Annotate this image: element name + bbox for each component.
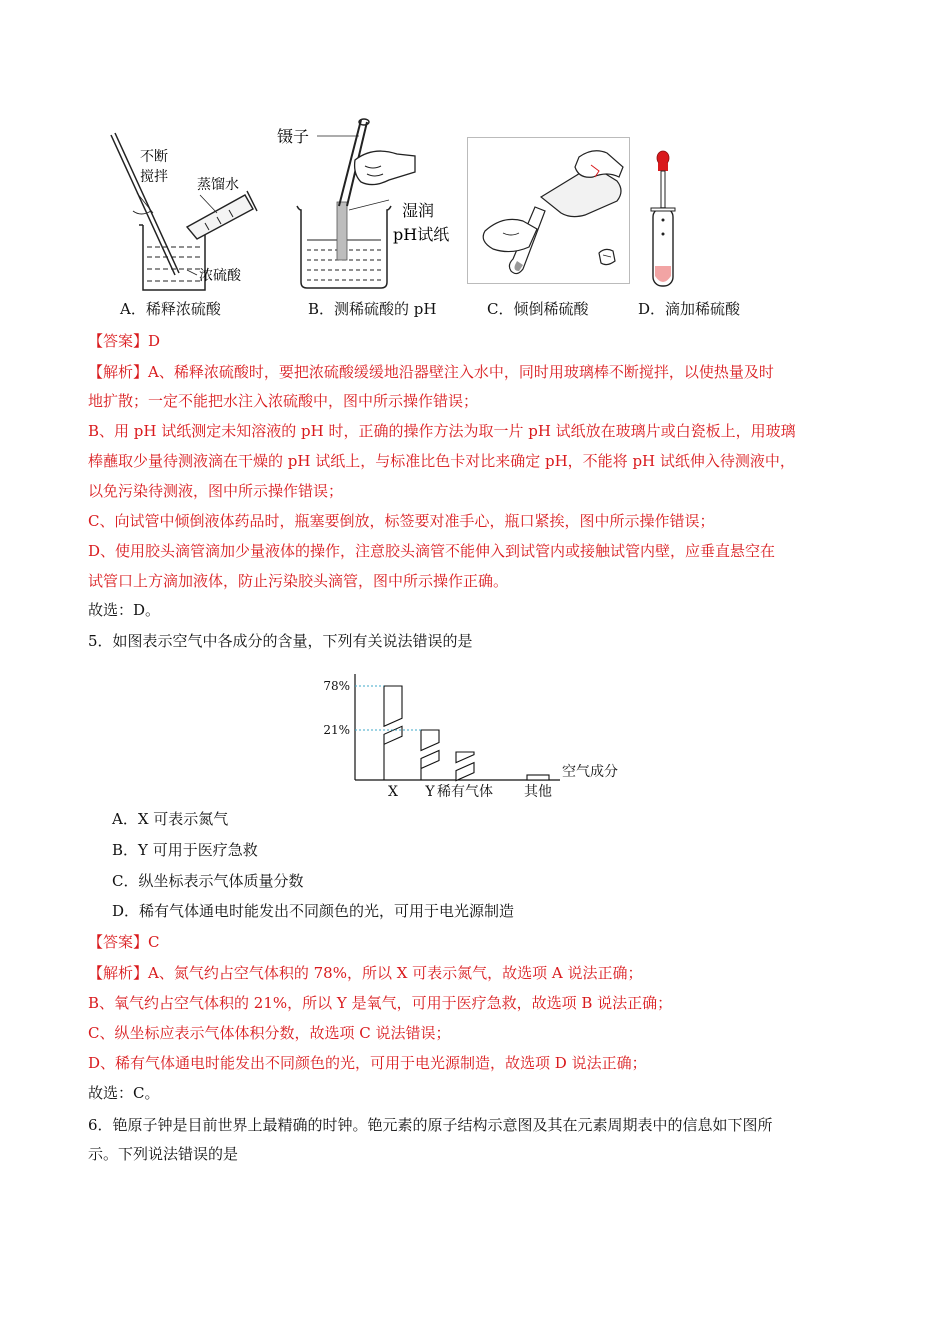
q4-analysis-line-6: C、向试管中倾倒液体药品时，瓶塞要倒放，标签要对准手心，瓶口紧挨，图中所示操作错误； bbox=[88, 512, 715, 530]
q5-option-c: C．纵坐标表示气体质量分数 bbox=[112, 872, 304, 890]
label-stir-1: 不断 bbox=[140, 149, 168, 165]
bar-其他 bbox=[527, 775, 549, 780]
q4-analysis-line-5: 以免污染待测液，图中所示操作错误； bbox=[88, 482, 344, 500]
q4-figure-row bbox=[105, 110, 805, 295]
label-tweezers: 镊子 bbox=[277, 127, 310, 146]
q6-stem-line-2: 示。下列说法错误的是 bbox=[88, 1145, 239, 1163]
figure-d-drip-acid bbox=[643, 150, 683, 290]
x-tick-label: Y bbox=[425, 784, 435, 800]
figure-c-drawing bbox=[467, 137, 632, 287]
q4-analysis-line-1: 【解析】A、稀释浓硫酸时，要把浓硫酸缓缓地沿器壁注入水中，同时用玻璃棒不断搅拌，以使热量及时 bbox=[88, 363, 774, 381]
q4-analysis-line-8: 试管口上方滴加液体，防止污染胶头滴管，图中所示操作正确。 bbox=[88, 572, 509, 590]
q5-conclusion: 故选：C。 bbox=[88, 1084, 160, 1102]
q5-option-d: D．稀有气体通电时能发出不同颜色的光，可用于电光源制造 bbox=[112, 902, 515, 920]
figure-b-drawing bbox=[277, 110, 457, 295]
caption-b: B．测稀硫酸的 pH bbox=[308, 300, 437, 318]
figure-a-drawing bbox=[105, 125, 265, 295]
q5-option-a: A．X 可表示氮气 bbox=[112, 810, 229, 828]
q5-analysis-line-3: C、纵坐标应表示气体体积分数，故选项 C 说法错误； bbox=[88, 1024, 451, 1042]
q5-analysis-line-2: B、氧气约占空气体积的 21%，所以 Y 是氧气，可用于医疗急救，故选项 B 说法正确； bbox=[88, 994, 673, 1012]
figure-b-measure-ph bbox=[277, 110, 457, 295]
q4-analysis-line-7: D、使用胶头滴管滴加少量液体的操作，注意胶头滴管不能伸入到试管内或接触试管内壁，应垂直悬空在 bbox=[88, 542, 776, 560]
q4-answer: 【答案】D bbox=[88, 332, 161, 350]
figure-c-pour-acid bbox=[467, 137, 632, 287]
q4-conclusion: 故选：D。 bbox=[88, 601, 161, 619]
y-tick-label: 78% bbox=[323, 679, 350, 693]
bar-X bbox=[384, 686, 402, 780]
q5-stem: 5．如图表示空气中各成分的含量，下列有关说法错误的是 bbox=[88, 632, 473, 650]
q4-analysis-line-4: 棒蘸取少量待测液滴在干燥的 pH 试纸上，与标准比色卡对比来确定 pH，不能将 pH 试纸伸入待测液中， bbox=[88, 452, 795, 470]
label-distilled-water: 蒸馏水 bbox=[197, 177, 239, 193]
x-tick-label: X bbox=[388, 784, 398, 800]
bar-Y bbox=[421, 730, 439, 780]
x-axis-label: 空气成分 bbox=[562, 764, 618, 780]
caption-c: C．倾倒稀硫酸 bbox=[487, 300, 589, 318]
q4-analysis-line-2: 地扩散；一定不能把水注入浓硫酸中，图中所示操作错误； bbox=[88, 392, 479, 410]
q5-analysis-line-1: 【解析】A、氮气约占空气体积的 78%，所以 X 可表示氮气，故选项 A 说法正确； bbox=[88, 964, 643, 982]
figure-d-drawing bbox=[643, 150, 683, 290]
q4-analysis-line-3: B、用 pH 试纸测定未知溶液的 pH 时，正确的操作方法为取一片 pH 试纸放在玻璃片或白瓷板上，用玻璃 bbox=[88, 422, 796, 440]
label-concentrated-acid: 浓硫酸 bbox=[199, 268, 241, 284]
x-tick-label: 其他 bbox=[524, 784, 552, 800]
caption-a: A．稀释浓硫酸 bbox=[120, 300, 221, 318]
label-wet: 湿润 bbox=[402, 201, 435, 220]
figure-a-dilute-acid bbox=[105, 125, 265, 295]
q5-answer: 【答案】C bbox=[88, 933, 160, 951]
bar-稀有气体 bbox=[456, 752, 474, 781]
caption-d: D．滴加稀硫酸 bbox=[638, 300, 741, 318]
air-composition-chart bbox=[310, 670, 640, 802]
label-ph-paper: pH试纸 bbox=[393, 225, 450, 244]
q6-stem-line-1: 6．铯原子钟是目前世界上最精确的时钟。铯元素的原子结构示意图及其在元素周期表中的信息如下图所 bbox=[88, 1116, 773, 1134]
y-tick-label: 21% bbox=[323, 723, 350, 737]
q5-analysis-line-4: D、稀有气体通电时能发出不同颜色的光，可用于电光源制造，故选项 D 说法正确； bbox=[88, 1054, 647, 1072]
chart-svg bbox=[310, 670, 640, 802]
label-stir-2: 搅拌 bbox=[140, 169, 168, 185]
q4-captions bbox=[0, 298, 950, 322]
q5-option-b: B．Y 可用于医疗急救 bbox=[112, 841, 258, 859]
x-tick-label: 稀有气体 bbox=[437, 784, 493, 800]
